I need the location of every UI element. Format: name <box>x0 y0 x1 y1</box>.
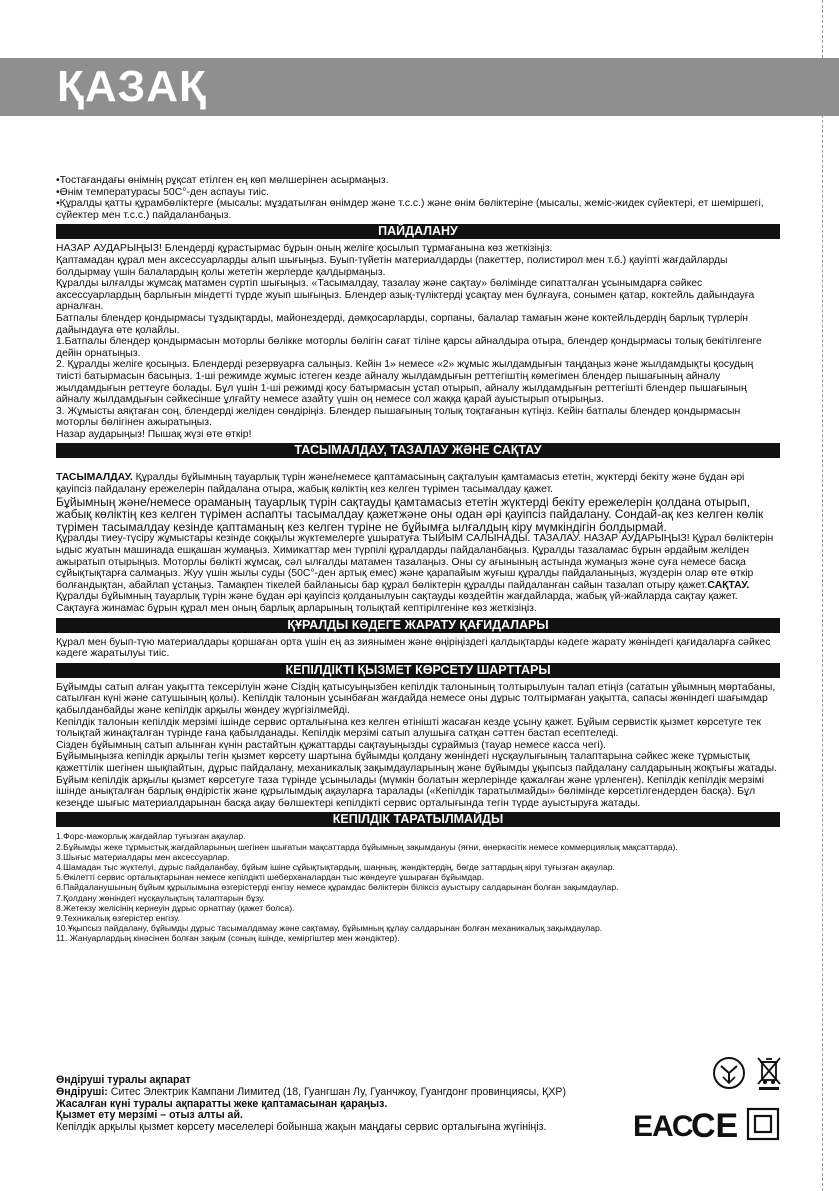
manufacturer-info <box>56 1075 636 1134</box>
intro-line: •Құралды қатты құрамбөліктерге (мысалы: мұздатылған өнімдер және т.с.с.) және өнім бөліктеріне (мысалы, жеміс-жидек сүйектері, ет шеміршегі, сүйектер мен т.с.с.) пайдаланбаңыз. <box>56 198 764 221</box>
section-heading-disposal: ҚҰРАЛДЫ КӘДЕГЕ ЖАРАТУ ҚАҒИДАЛАРЫ <box>56 618 780 633</box>
exclusion-item: 2.Бұйымды жеке тұрмыстық жағдайларының шегінен шығатын мақсаттарда бұйымның зақымдануы (яғни, өнеркәсітік немесе коммерциялық мақсаттарда). <box>56 841 678 852</box>
section-heading-use: ПАЙДАЛАНУ <box>56 224 780 239</box>
cleaning-paragraph <box>56 533 780 614</box>
manufacturer-line <box>56 1087 636 1099</box>
manufacture-date-note: Жасалған күні туралы ақпаратты жеке қаптамасынан қараңыз. <box>56 1097 388 1110</box>
language-title: ҚАЗАҚ <box>57 62 207 111</box>
exclusion-item: 1.Форс-мажорлық жағдайлар туғызған ақаулар. <box>56 831 246 842</box>
language-header-bar <box>0 58 839 116</box>
service-life: Қызмет ету мерзімі – отыз алты ай. <box>56 1109 243 1122</box>
page-trim-line <box>822 0 823 1191</box>
eac-mark: ЕАС <box>633 1110 693 1143</box>
section-heading-transport: ТАСЫМАЛДАУ, ТАЗАЛАУ ЖӘНЕ САҚТАУ <box>56 443 780 458</box>
use-paragraph: Құралды ылғалды жұмсақ матамен сүртіп шығыңыз. «Тасымалдау, тазалау және сақтау» бөлімінде сипатталған ұсынымдарға сәйкес аксессуарлардың барлығын міндетті түрде жуып шығыңыз. Блендер азық-түліктерді ұсақтау мен бұлғауға, сонымен қатар, коктейль дайындауға арналған. <box>56 278 755 313</box>
warranty-paragraph: Сізден бұйымның сатып алынған күнін растайтын құжаттарды сақтауыңызды сұраймыз (тауар немесе касса чегі). <box>56 739 607 751</box>
double-insulation-icon <box>746 1107 780 1143</box>
ce-mark: CE <box>691 1107 739 1145</box>
exclusion-item: 3.Шығыс материалдары мен аксессуарлар. <box>56 851 230 862</box>
warranty-paragraph: Кепілдік талонын кепілдік мерзімі ішінде сервис орталығына кез келген өтінішті жасаған кезде ұсыну қажет. Бұйым сервистік қызмет көрсетуге тек толықтай жинақталған түрінде ғана қабылданады. Кепілдік мерзімі сатып алушыға сатқан сәттен бастап есептеледі. <box>56 716 762 740</box>
use-paragraph: 3. Жұмысты аяқтаған соң, блендерді желіден сөндіріңіз. Блендер пышағының толық тоқтағанын күтіңіз. Кейін батпалы блендер қондырмасын моторлы бөлігінен ажыратыңыз. <box>56 405 741 429</box>
section-heading-exclusions: КЕПІЛДІК ТАРАТЫЛМАЙДЫ <box>56 812 780 827</box>
transport-paragraph <box>56 472 780 495</box>
manufacturer-text: Ситес Электрик Кампани Лимитед (18, Гуангшан Лу, Гуанчжоу, Гуангдонг провинциясы, ҚХР) <box>107 1085 566 1098</box>
transport-text: Құралды бұйымның тауарлық түрін және/немесе қаптамасының сақталуын қамтамасыз ететін, жүктерді бекіту және бұдан әрі қауіпсіз пайдалану ережелерін пайдалана отыра, жабық көліктің кез келген түрімен тасымалдау қажет. <box>56 472 745 496</box>
manufacturer-heading: Өндіруші туралы ақпарат <box>56 1074 191 1086</box>
use-paragraph: 2. Құралды желіге қосыңыз. Блендерді резервуарға салыңыз. Кейін 1» немесе «2» жұмыс жылдамдығын таңдаңыз және жылдамдықты қосудың тиісті батырмасын басыңыз. 1-ші режимде жұмыс істеген кезде айналу жылдамдығын реттегіштің көмегімен блендер пышағының айналу жылдамдығын реттеуге болады. Бұл үшін 1-ші режимді қосу батырмасын ұстап отырып, айналу жылдамдығын реттегішті блендер пышағының айналу жылдамдығын сәйкесінше ұлғайту немесе азайту үшін оң немесе сол жаққа қарай ауыстырып отырыңыз. <box>56 359 754 406</box>
exclusion-item: 9.Техникалық өзгерістер енгізу. <box>56 912 180 923</box>
storage-label: САҚТАУ. <box>707 579 750 591</box>
exclusion-item: 5.Өкілетті сервис орталықтарынан немесе кепілдікті шеберханалардан тыс жөндеуге ұшыраған бұйымдар. <box>56 872 485 883</box>
exclusion-item: 8.Жетекзу желісінің кернеуін дұрыс орнатпау (қажет болса). <box>56 902 295 913</box>
service-note: Кепілдік арқылы қызмет көрсету мәселелері бойынша жақын маңдағы сервис орталығына жүгініңіз. <box>56 1121 547 1134</box>
warranty-paragraph: Бұйымыңызға кепілдік арқылы тегін қызмет көрсету шартына бұйымды қолдану жөніндегі нұсқаулығының талаптарына сәйкес жеке тұрмыстық қажеттілік шегінен шықпайтын, дұрыс пайдалану, механикалық зақымдауларының және бұйымды ұқыпсыз пайдалану салдарының жоқтығы жатады. Бұйым кепілдік арқылы қызмет көрсетуге таза түрінде ұсынылады (мүмкін болатын жерлеріндe қажалған және үрленген). Кепілдік кепілдік мерзімі ішінде анықталған барлық өндірістік және құрылымдық ақауларға таралады («Кепілдік таратылмайды» бөлімінде көрсетілгендерден басқа). Бұл кезеңде шығыс материалдарынан басқа ақау бөлшектері кепілдікті сервис орталығында тегін түрде ауыстыруға жатады. <box>56 751 777 809</box>
use-paragraph: Батпалы блендер қондырмасы тұздықтарды, майонездерді, дәмқосарларды, сорпаны, балалар тамағын және коктейльдердің барлық түрлерін дайындауға өте қолайлы. <box>56 312 749 336</box>
exclusion-item: 6.Пайдаланушының бұйым құрылымына өзгерістерді енгізу немесе құрамдас бөліктерін біліксіз ауыстыру салдарынан болған зақымдаулар. <box>56 882 619 893</box>
document-body <box>56 175 780 944</box>
exclusion-item: 11. Жануарлардың кінәсінен болған зақым (соның ішінде, кеміргіштер мен жәндіктер). <box>56 933 400 944</box>
storage-text: Құралды бұйымның тауарлық түрін және бұдан әрі қауіпсіз қолданылуын сақтауды көздейтін жағдайларда, жабық үй-жайларда сақтау қажет. Сақтауға жинамас бұрын құрал мен оның барлық арларының толықтай кептірілгеніне көз жеткізіңіз. <box>56 591 738 614</box>
exclusion-item: 4.Шамадан тыс жүктелуі, дұрыс пайдаланбау, бұйым ішіне сұйықтықтардың, шаңның, жәндіктердің, бөгде заттардың кіруі туғызған ақаулар. <box>56 861 615 872</box>
warranty-paragraph: Бұйымды сатып алған уақытта тексерілуін және Сіздің қатысуыңызбен кепілдік талонының толтырылуын талап етіңіз (сататын ұйымның мөртабаны, сатылған күні және сатушының қолы). Кепілдік талонын ұсынбаған жағдайда немесе оны дұрыс толтырмаған уақытта, сапасы жөніндегі шағымдар қабылданбайды және кепілдік арқылы жөндеу жүргізілмейді. <box>56 681 776 716</box>
certification-marks <box>633 1055 783 1155</box>
section-heading-warranty: КЕПІЛДІКТІ ҚЫЗМЕТ КӨРСЕТУ ШАРТТАРЫ <box>56 663 780 678</box>
use-paragraph: 1.Батпалы блендер қондырмасын моторлы бөлікке моторлы бөлігін сағат тіліне қарсы айналдыра отыра, блендер қондырмасы толық бекітілгенге дейін орнатыңыз. <box>56 336 762 359</box>
transport-label: ТАСЫМАЛДАУ. <box>56 472 133 484</box>
triman-recycling-icon <box>711 1055 747 1091</box>
exclusion-item: 10.Ұқыпсыз пайдалану, бұйымды дұрыс тасымалдамау және сақтамау, бұйымның құлау салдарынан болған механикалық зақымдаулар. <box>56 923 603 934</box>
exclusion-item: 7.Қолдану жөніндегі нұсқаулықтың талаптарын бұзу. <box>56 892 265 903</box>
manufacturer-label: Өндіруші: <box>56 1085 108 1098</box>
intro-line: •Тостағандағы өнімнің рұқсат етілген ең көп мөлшерінен асырмаңыз. <box>56 175 389 186</box>
crossed-bin-icon <box>755 1055 783 1091</box>
transport-large-text: Бұйымның және/немесе ораманың тауарлық түрін сақтауды қамтамасыз ететін жүктерді бекіту ережелерін қолдана отырып, жабық көліктің кез келген түрімен аспапты тасымалдау қажетжәне оны одан әрі қауіпсіз пайдалану. Сондай-ақ кез келген көлік түрімен тасымалдау кезінде қаптаманың кез келген түріне не бұйымға ылғалдың кіру мүмкіндігін болдырмай. <box>56 494 764 534</box>
use-paragraph: Назар аударыңыз! Пышақ жүзі өте өткір! <box>56 428 252 440</box>
cleaning-text: Құралды тиеу-түсіру жұмыстары кезінде соққылы жүктемелерге ұшыратуға ТЫЙЫМ САЛЫНАДЫ. ТАЗАЛАУ. НАЗАР АУДАРЫҢЫЗ! Құрал бөліктерін ыдыс жуатын машинада ешқашан жумаңыз. Химикаттар мен түрпілі құралдарды пайдаланбаңыз. Құралды тазаламас бұрын әрдайым желіден ажыратып отырыңыз. Моторлы бөлікті жұмсақ, сәл ылғалды матамен тазалаңыз. Оны су ағынының астында жумаңыз және суға немесе басқа сұйықтықтарға салмаңыз. Жуу үшін жылы суды (50С°-ден артық емес) және қарапайым жуғыш құралды пайдаланыңыз, жүздерін олар өте өткір болғандықтан, абайлап ұстаңыз. Тамақпен тікелей байланысы бар құрал бөліктерін құралды пайдаланған сайын тазалап отыру қажет. <box>56 533 774 591</box>
intro-line: •Өнім температурасы 50С°-ден аспауы тиіс. <box>56 186 270 198</box>
use-paragraph: НАЗАР АУДАРЫҢЫЗ! Блендерді құрастырмас бұрын оның желіге қосылып тұрмағанына көз жеткізіңіз. <box>56 243 553 255</box>
disposal-paragraph: Құрал мен буып-түю материалдары қоршаған орта үшін ең аз зиянымен және өңіріңіздегі қалдықтарды кәдеге жарату жөніндегі қағидаларға сәйкес кәдеге жаратылуы тиіс. <box>56 636 771 660</box>
use-paragraph: Қаптамадан құрал мен аксессуарларды алып шығыңыз. Буып-түйетін материалдарды (пакеттер, полистирол мен т.б.) қауіпті жағдайларды болдырмау үшін балалардың қолы жететін жерлерде қалдырмаңыз. <box>56 254 728 278</box>
